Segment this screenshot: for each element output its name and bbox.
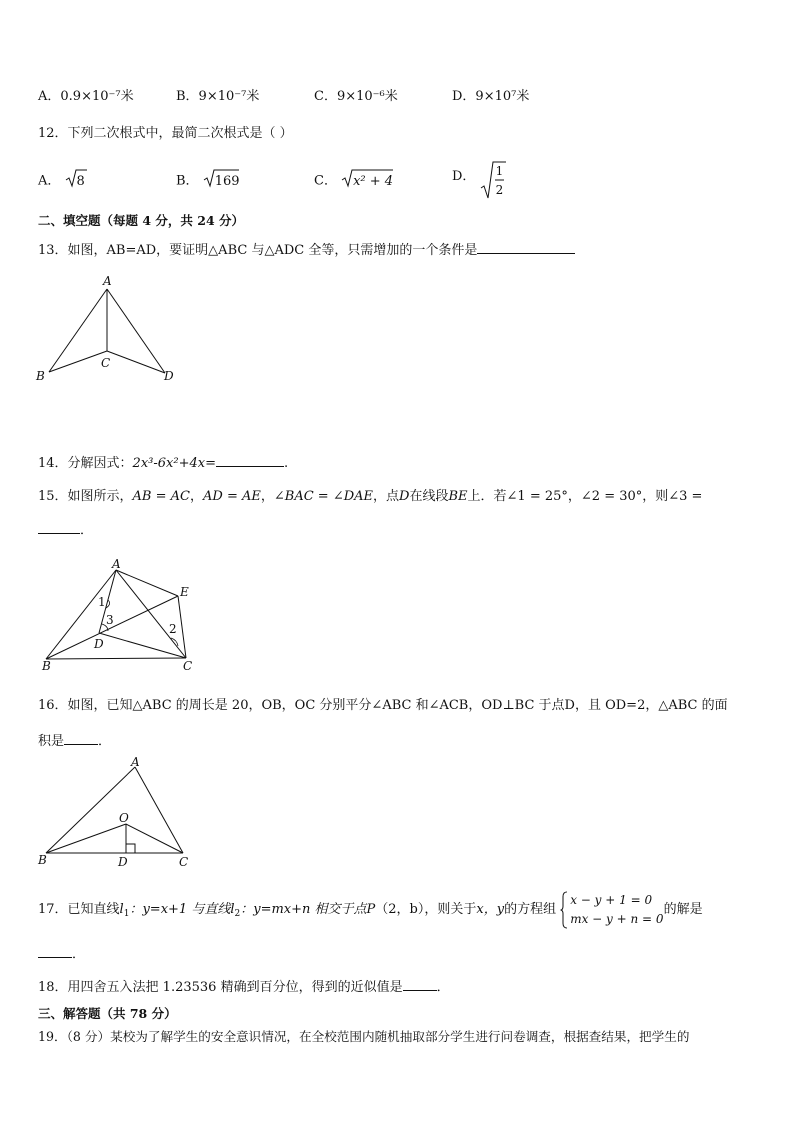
q17-point: P (366, 902, 376, 917)
answer-blank[interactable] (477, 240, 575, 254)
q12-stem: 12．下列二次根式中，最简二次根式是（ ） (38, 126, 293, 141)
q16-text: 积是 (38, 734, 65, 749)
q13-stem (38, 240, 575, 260)
label-c: C (179, 855, 189, 869)
q17-answer-line (38, 944, 85, 964)
q12-option-c-label: C． (314, 173, 337, 189)
q15-figure (38, 556, 198, 676)
angle-1-label: 1 (98, 595, 106, 609)
q14-text: 14．分解因式： (38, 456, 133, 471)
label-b: B (42, 659, 51, 673)
q15-text: ，点 (373, 489, 400, 504)
q12-option-c (314, 168, 393, 194)
q12-option-d-label: D． (452, 169, 476, 184)
q19-stem: 19．（8 分）某校为了解学生的安全意识情况，在全校范围内随机抽取部分学生进行问卷调查，根据查结果，把学生的 (38, 1029, 690, 1044)
angle-2-label: 2 (169, 622, 177, 636)
q11-option-c: C．9×10⁻⁶米 (314, 89, 398, 104)
label-b: B (38, 853, 47, 867)
q12-option-b-radicand: 169 (214, 173, 240, 189)
q15-text: 15．如图所示， (38, 489, 133, 504)
q17-subscript: 2 (234, 909, 241, 919)
q12-option-d (452, 160, 506, 200)
fraction-denominator: 2 (495, 183, 504, 197)
q12-option-b (176, 168, 240, 194)
q12-option-a-label: A． (38, 173, 61, 189)
answer-blank[interactable] (64, 731, 98, 745)
q13-text: 13．如图，AB=AD，要证明△ABC 与△ADC 全等，只需增加的一个条件是 (38, 243, 478, 258)
q17-subscript: 1 (123, 909, 130, 919)
q12-option-a (38, 168, 85, 194)
answer-blank[interactable] (403, 977, 437, 991)
q14-expression: 2x³-6x²+4x= (132, 456, 216, 471)
q17-text: 的方程组 (504, 902, 557, 917)
q13-figure (34, 272, 184, 387)
q17-line-name: l (119, 902, 124, 917)
q11-option-b: B．9×10⁻⁷米 (176, 89, 260, 104)
q17-stem (38, 888, 703, 932)
q12-option-a-radicand: 8 (76, 173, 85, 189)
system-equation-2: mx − y + n = 0 (570, 911, 664, 926)
q15-condition: AB = AC (132, 489, 190, 504)
q15-answer-line (38, 520, 93, 540)
q15-text: 上．若∠1 = 25°，∠2 = 30°，则∠3 = (467, 489, 703, 504)
sqrt-fraction (480, 160, 506, 200)
q15-point: D (399, 489, 410, 504)
label-d: D (118, 855, 128, 869)
q12-option-c-radicand: x² + 4 (353, 173, 394, 189)
q17-period: ． (72, 947, 86, 962)
label-c: C (101, 356, 111, 370)
q15-sep: ， (260, 489, 274, 504)
section-heading-fill-in: 二、填空题（每题 4 分，共 24 分） (38, 213, 245, 228)
q11-option-d: D．9×10⁷米 (452, 89, 530, 104)
q17-equation: ：y=mx+n 相交于点 (240, 902, 367, 917)
q15-condition: AD = AE (203, 489, 261, 504)
q14-stem (38, 453, 288, 473)
label-o: O (119, 811, 129, 825)
q14-period: . (283, 456, 289, 471)
q18-stem (38, 977, 450, 997)
fraction-numerator: 1 (495, 164, 504, 178)
q15-segment: BE (448, 489, 468, 504)
label-b: B (36, 369, 45, 383)
answer-blank[interactable] (216, 453, 284, 467)
equation-system (560, 891, 663, 929)
q15-condition: ∠BAC = ∠DAE (273, 489, 374, 504)
brace-icon (560, 891, 568, 929)
q15-text: 在线段 (409, 489, 449, 504)
label-a: A (103, 274, 112, 288)
answer-blank[interactable] (38, 520, 80, 534)
q17-text: 17．已知直线 (38, 902, 120, 917)
label-e: E (180, 585, 189, 599)
label-a: A (131, 755, 140, 769)
q17-variables: x，y (476, 902, 505, 917)
label-d: D (94, 637, 104, 651)
q16-period: ． (98, 734, 112, 749)
q16-figure (36, 754, 196, 872)
q15-stem (38, 488, 702, 506)
q17-equation: ：y=x+1 与直线 (129, 902, 231, 917)
q12-option-b-label: B． (176, 173, 199, 189)
label-c: C (183, 659, 193, 673)
q17-line-name: l (230, 902, 235, 917)
angle-3-label: 3 (106, 613, 114, 627)
q17-text: （2，b），则关于 (375, 902, 477, 917)
q18-text: 18．用四舍五入法把 1.23536 精确到百分位，得到的近似值是 (38, 980, 403, 995)
q16-line1: 16．如图，已知△ABC 的周长是 20，OB，OC 分别平分∠ABC 和∠ACB，OD⊥BC 于点D，且 OD=2，△ABC 的面 (38, 698, 728, 713)
q16-line2 (38, 731, 111, 751)
system-equation-1: x − y + 1 = 0 (570, 892, 653, 907)
label-d: D (164, 369, 174, 383)
q15-sep: ， (189, 489, 203, 504)
q15-period: ． (80, 523, 94, 538)
q17-text: 的解是 (663, 902, 703, 917)
answer-blank[interactable] (38, 944, 72, 958)
section-heading-answers: 三、解答题（共 78 分） (38, 1006, 177, 1021)
q11-option-a: A．0.9×10⁻⁷米 (38, 89, 134, 104)
q18-period: ． (436, 980, 450, 995)
label-a: A (112, 557, 121, 571)
